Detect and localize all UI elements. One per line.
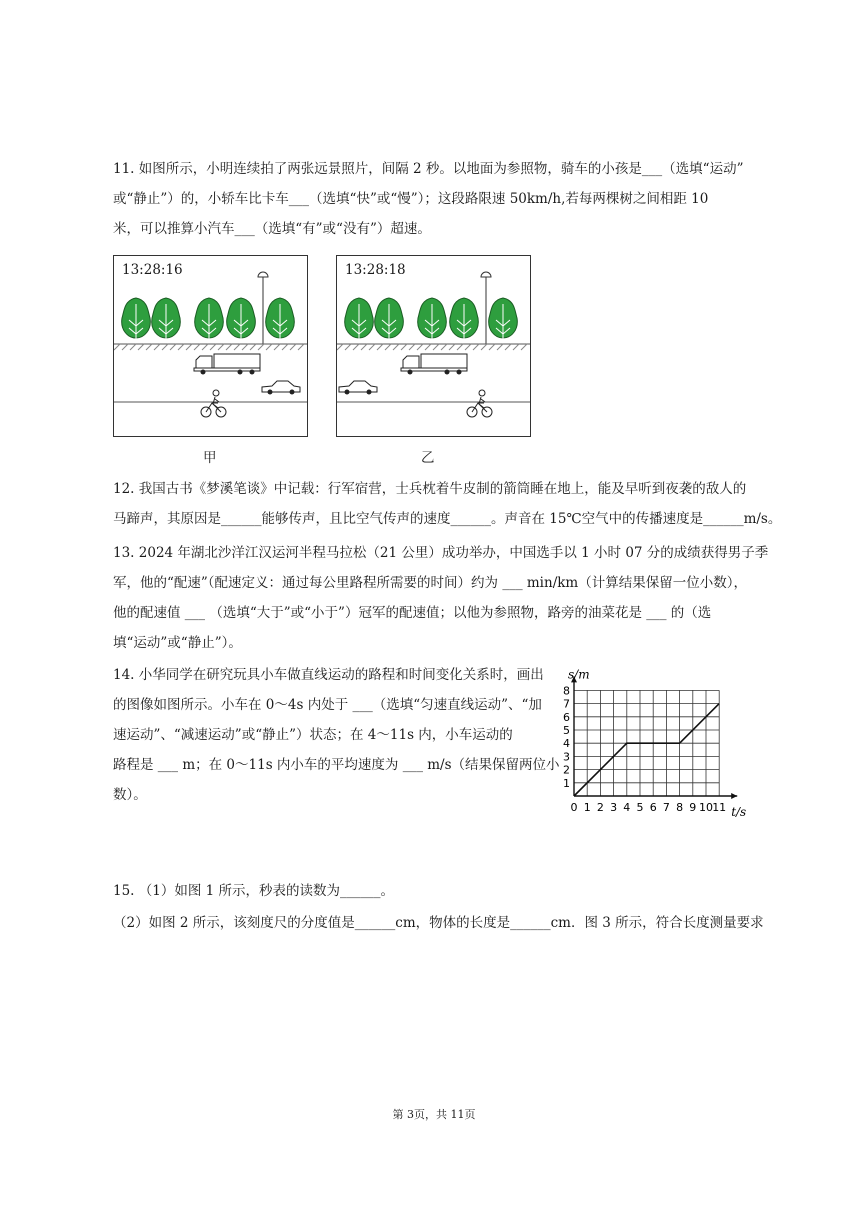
q14-line-3: 速运动”、“减速运动”或“静止”）状态；在 4～11s 内，小车运动的 xyxy=(113,727,513,743)
scene-yi-drawing xyxy=(337,256,530,436)
q14-line-2: 的图像如图所示。小车在 0～4s 内处于 ___（选填“匀速直线运动”、“加 xyxy=(113,697,542,713)
question-14 xyxy=(113,660,563,810)
y-tick-label: 5 xyxy=(563,724,570,737)
x-tick-label: 6 xyxy=(649,801,657,814)
trees xyxy=(122,298,295,346)
x-tick-label: 1 xyxy=(583,801,591,814)
question-12 xyxy=(113,474,782,534)
question-11 xyxy=(113,154,763,244)
st-graph xyxy=(560,662,760,822)
q12-line-2: 马蹄声，其原因是______能够传声，且比空气传声的速度______。声音在 15℃空气中的传播速度是______m/s。 xyxy=(113,511,782,527)
q15-line-2: （2）如图 2 所示，该刻度尺的分度值是______cm，物体的长度是______cm．图 3 所示，符合长度测量要求 xyxy=(113,915,764,931)
q11-line-3: 米，可以推算小汽车___（选填“有”或“没有”）超速。 xyxy=(113,221,431,237)
truck xyxy=(401,354,467,375)
street-lamp xyxy=(481,272,491,344)
x-tick-label: 11 xyxy=(712,801,727,814)
time-right: 13:28:18 xyxy=(345,262,406,278)
q14-line-5: 数）。 xyxy=(113,787,147,803)
question-13 xyxy=(113,538,769,658)
label-jia: 甲 xyxy=(203,450,217,466)
q13-line-4: 填“运动”或“静止”）。 xyxy=(113,635,242,651)
y-tick-label: 4 xyxy=(563,737,570,751)
x-tick-label: 9 xyxy=(689,801,697,814)
q13-line-2: 军，他的“配速”（配速定义：通过每公里路程所需要的时间）约为 ___ min/km（计算结果保留一位小数）， xyxy=(113,575,747,591)
cyclist xyxy=(467,390,492,417)
x-tick-label: 8 xyxy=(676,801,684,814)
x-tick-label: 2 xyxy=(596,801,604,814)
q12-line-1: 12. 我国古书《梦溪笔谈》中记载：行军宿营，士兵枕着牛皮制的箭筒睡在地上，能及早听到夜袭的敌人的 xyxy=(113,481,747,497)
y-tick-label: 1 xyxy=(563,776,570,790)
q14-line-4: 路程是 ___ m；在 0～11s 内小车的平均速度为 ___ m/s（结果保留两位小 xyxy=(113,757,560,773)
car xyxy=(339,381,377,395)
cyclist xyxy=(201,390,226,417)
street-lamp xyxy=(258,272,268,344)
x-tick-label: 4 xyxy=(623,801,631,814)
trees xyxy=(345,298,518,346)
q14-line-1: 14. 小华同学在研究玩具小车做直线运动的路程和时间变化关系时，画出 xyxy=(113,667,544,683)
x-tick-label: 10 xyxy=(699,801,713,814)
graph-axes xyxy=(571,676,737,799)
scene-jia-drawing xyxy=(114,256,307,436)
truck xyxy=(194,354,260,375)
q13-line-3: 他的配速值 ___ （选填“大于”或“小于”）冠军的配速值；以他为参照物，路旁的油菜花是 ___ 的（选 xyxy=(113,605,712,621)
ground-hatch xyxy=(114,344,307,350)
time-left: 13:28:16 xyxy=(122,262,183,278)
question-15 xyxy=(113,876,763,938)
q11-line-1: 11. 如图所示，小明连续拍了两张远景照片，间隔 2 秒。以地面为参照物，骑车的小孩是___（选填“运动” xyxy=(113,161,744,177)
y-tick-label: 2 xyxy=(563,763,570,777)
x-tick-label: 7 xyxy=(662,801,670,814)
q13-line-1: 13. 2024 年湖北沙洋江汉运河半程马拉松（21 公里）成功举办，中国选手以 1 小时 07 分的成绩获得男子季 xyxy=(113,545,769,561)
page-footer: 第 3页，共 11页 xyxy=(392,1108,476,1121)
y-tick-label: 8 xyxy=(563,684,570,698)
x-tick-label: 3 xyxy=(610,801,618,814)
x-tick-label: 0 xyxy=(570,801,578,814)
label-yi: 乙 xyxy=(421,450,435,466)
q15-line-1: 15. （1）如图 1 所示，秒表的读数为______。 xyxy=(113,883,395,899)
x-axis-arrow xyxy=(731,793,737,799)
y-tick-label: 3 xyxy=(563,750,570,764)
y-tick-label: 6 xyxy=(563,710,570,724)
ground-hatch xyxy=(337,344,530,350)
y-tick-label: 7 xyxy=(563,697,570,711)
x-tick-label: 5 xyxy=(636,801,644,814)
q11-line-2: 或“静止”）的，小轿车比卡车___（选填“快”或“慢”）；这段路限速 50km/h,若每两棵树之间相距 10 xyxy=(113,191,709,207)
series-line xyxy=(574,704,719,796)
x-axis-label: t/s xyxy=(731,805,747,819)
scene-jia xyxy=(113,255,308,437)
car xyxy=(262,381,300,395)
y-axis-label: s/m xyxy=(568,667,590,682)
scene-yi xyxy=(336,255,531,437)
